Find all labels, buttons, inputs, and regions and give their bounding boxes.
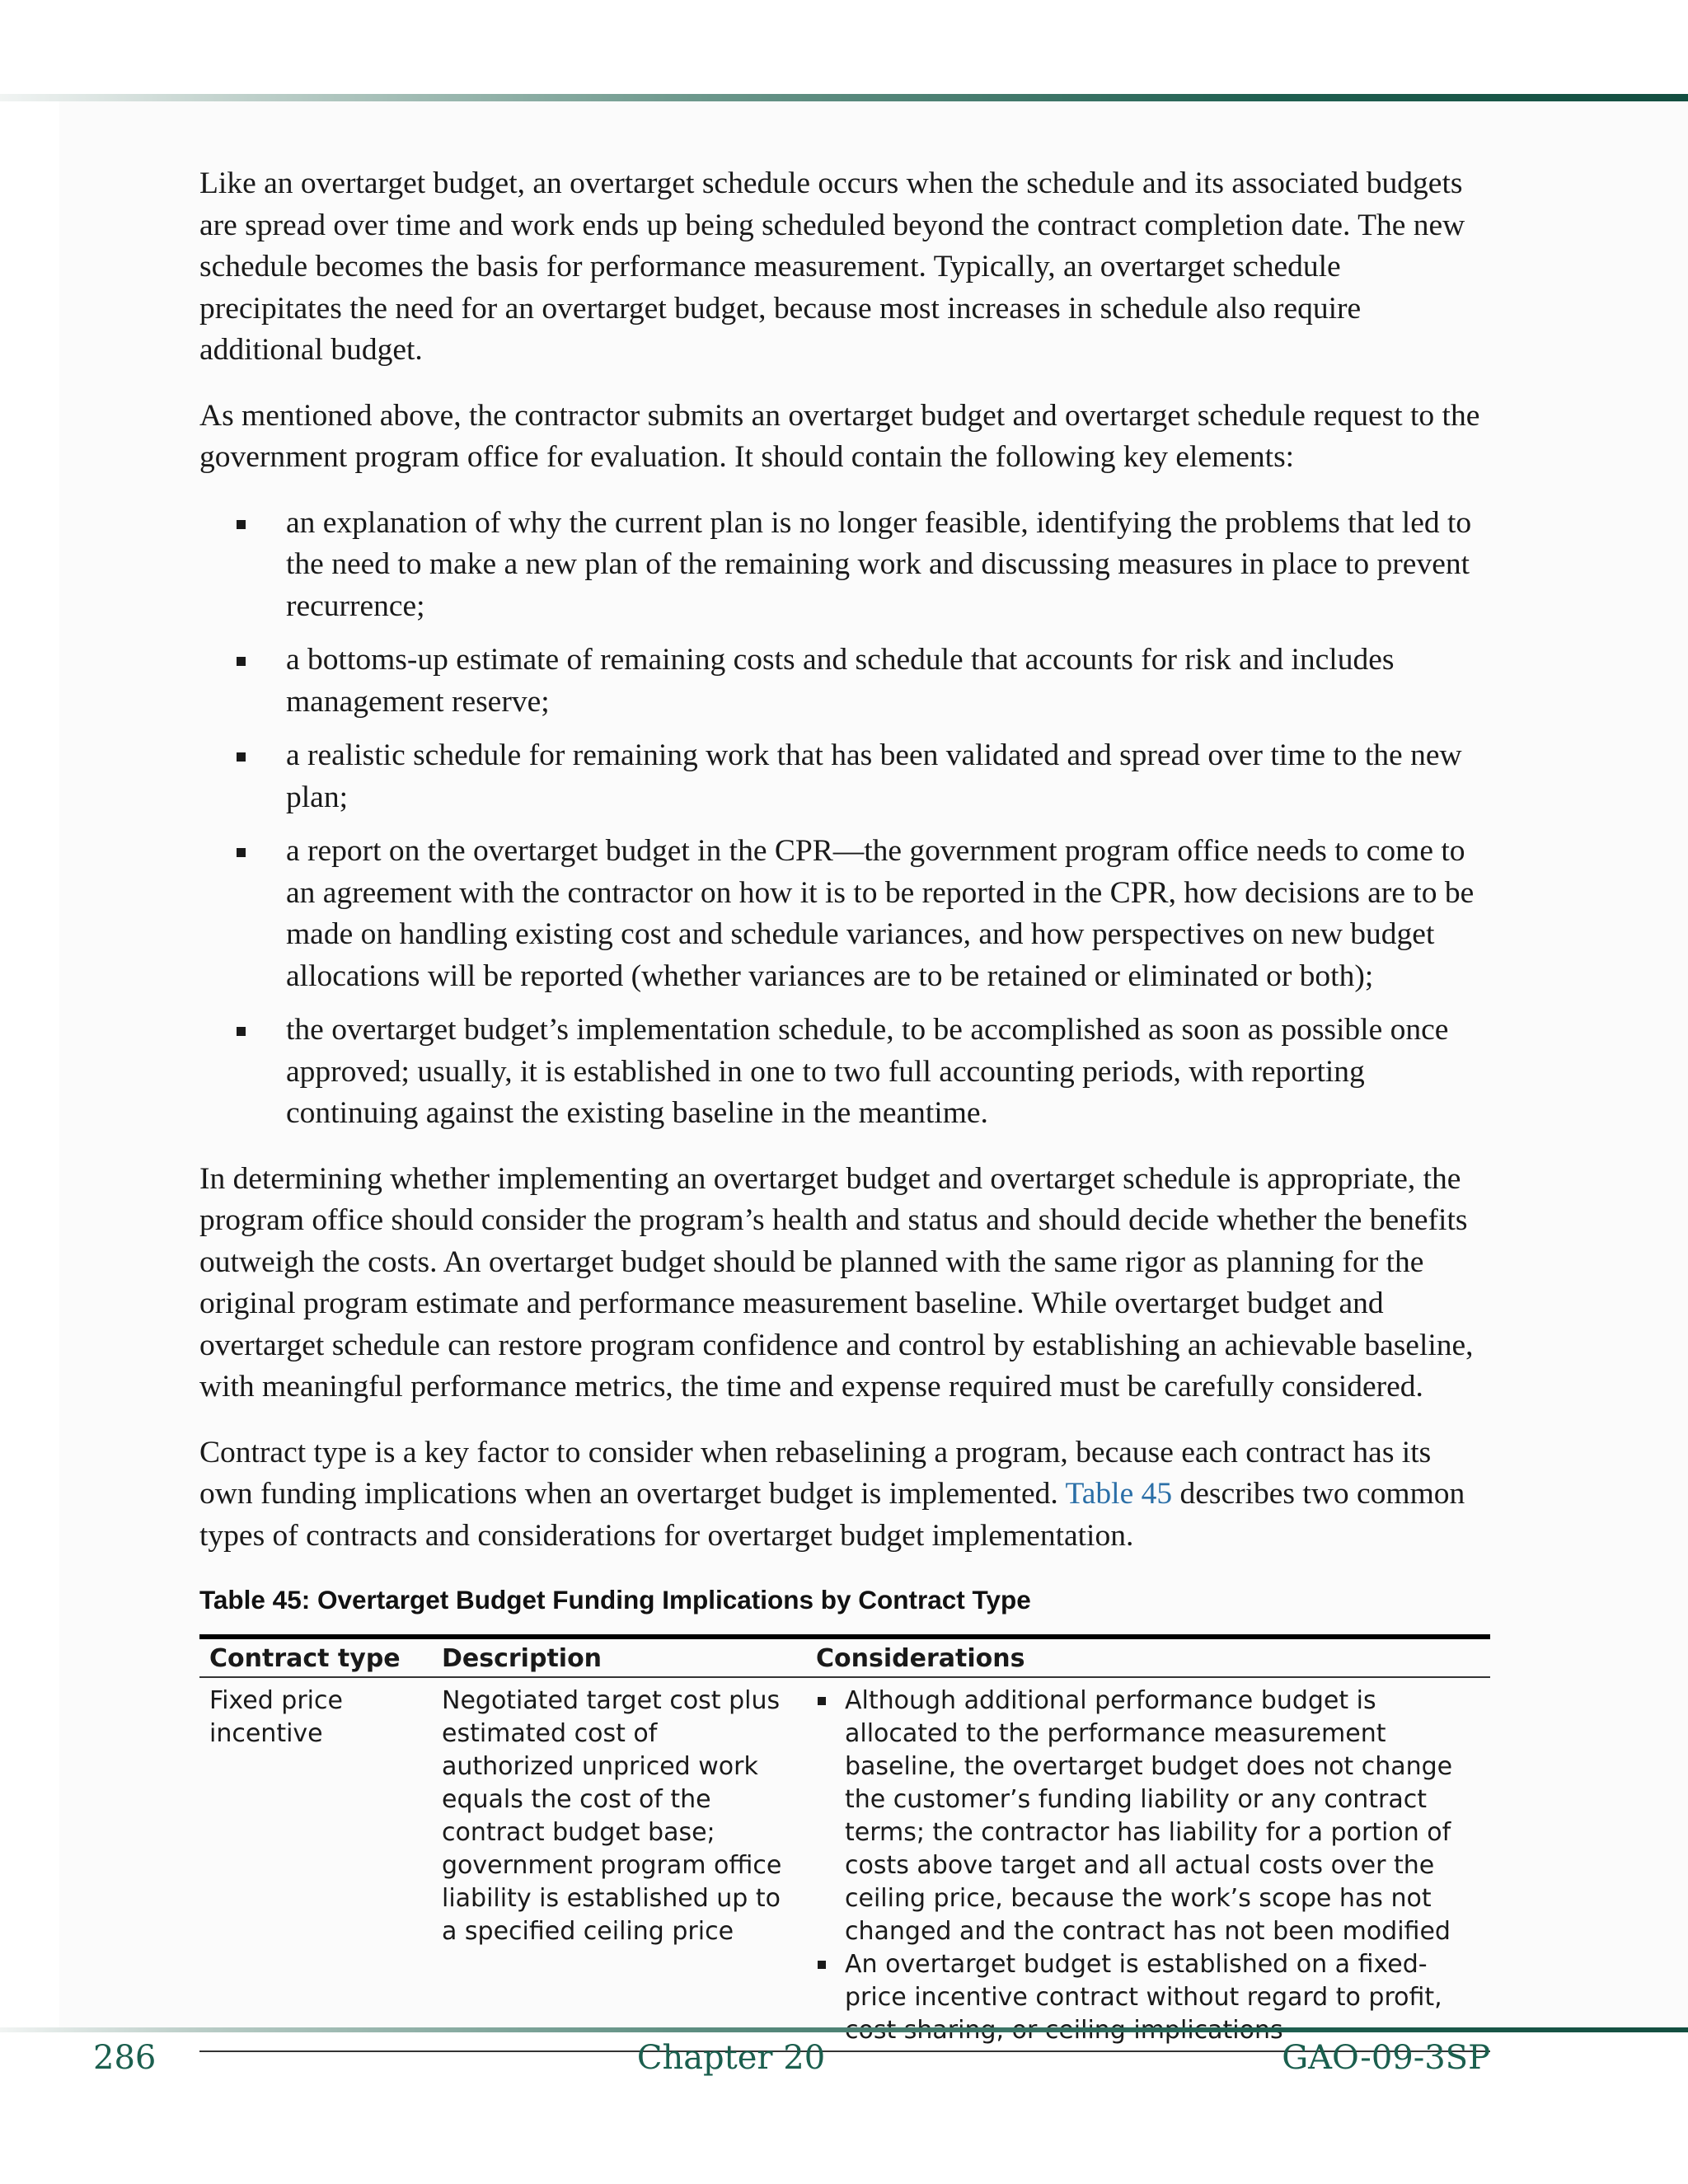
square-bullet-icon xyxy=(818,1961,826,1969)
page-number: 286 xyxy=(93,2039,157,2077)
table-45-link[interactable]: Table 45 xyxy=(1065,1477,1173,1511)
considerations-cell xyxy=(806,1677,1490,2051)
list-item: a realistic schedule for remaining work that has been validated and spread over time to the new plan; xyxy=(199,735,1490,818)
list-item: a report on the overtarget budget in the CPR—the government program office needs to come to an agreement with the contractor on how it is to be reported in the CPR, how decisions are to be made on handling existing cost and schedule variances, and how perspectives on new budget allocations will be reported (whether variances are to be retained or eliminated or both); xyxy=(199,831,1490,997)
list-item: an explanation of why the current plan is no longer feasible, identifying the problems that led to the need to make a new plan of the remaining work and discussing measures in place to prevent recurrence; xyxy=(199,503,1490,628)
column-header: Considerations xyxy=(806,1637,1490,1677)
page-content xyxy=(199,163,1490,2052)
considerations-list xyxy=(816,1685,1480,2047)
list-item: An overtarget budget is established on a fixed-price incentive contract without regard to profit, xyxy=(816,1948,1480,2047)
list-item: a bottoms-up estimate of remaining costs and schedule that accounts for risk and includes management reserve; xyxy=(199,640,1490,723)
list-item: the overtarget budget’s implementation schedule, to be accomplished as soon as possible once approved; usually, it is established in one to two full accounting periods, with reporting continuing against the existing baseline in the meantime. xyxy=(199,1010,1490,1135)
square-bullet-icon xyxy=(237,520,246,529)
table-row xyxy=(199,1677,1490,2051)
square-bullet-icon xyxy=(237,848,246,857)
header-rule xyxy=(0,94,1688,101)
paragraph-request-elements: As mentioned above, the contractor submits an overtarget budget and overtarget schedule request to the government program office for evaluation. It should contain the following key elements: xyxy=(199,398,1480,474)
contract-type-cell: Fixed price incentive xyxy=(209,1686,343,1748)
footer-rule xyxy=(0,2027,1688,2032)
square-bullet-icon xyxy=(237,752,246,762)
square-bullet-icon xyxy=(818,1697,826,1705)
square-bullet-icon xyxy=(237,1027,246,1036)
key-elements-list xyxy=(199,503,1490,1135)
report-id: GAO-09-3SP xyxy=(1282,2039,1490,2077)
column-header: Contract type xyxy=(199,1637,432,1677)
square-bullet-icon xyxy=(237,657,246,666)
paragraph-overtarget-schedule: Like an overtarget budget, an overtarget schedule occurs when the schedule and its associated budgets are spread over time and work ends up being scheduled beyond the contract completion date. The new schedule becomes the basis for performance measurement. Typically, an overtarget schedule precipitates the need for an overtarget budget, because most increases in schedule also require additional budget. xyxy=(199,166,1465,367)
table-header-row xyxy=(199,1637,1490,1677)
chapter-label: Chapter 20 xyxy=(636,2039,826,2077)
description-cell: Negotiated target cost plus estimated cost of authorized unpriced work equals the cost of the contract budget base; government program office liability is established up to a specified ceiling price xyxy=(442,1686,782,1946)
table-title: Table 45: Overtarget Budget Funding Implications by Contract Type xyxy=(199,1585,1031,1615)
funding-implications-table xyxy=(199,1634,1490,2052)
list-item: Although additional performance budget is allocated to the performance measurement baseline, the overtarget budget does not change the customer’s funding liability or any contract terms; the contractor has liability for a portion of costs above target and all actual costs over the ceiling price, because the work’s scope has not changed and the contract has not been modified xyxy=(816,1685,1480,1948)
paragraph-determining: In determining whether implementing an overtarget budget and overtarget schedule is appropriate, the program office should consider the program’s health and status and should decide whether the benefits outweigh the costs. An overtarget budget should be planned with the same rigor as planning for the original program estimate and performance measurement baseline. While overtarget budget and overtarget schedule can restore program confidence and control by establishing an achievable baseline, with meaningful performance metrics, the time and expense required must be carefully considered. xyxy=(199,1161,1474,1404)
column-header: Description xyxy=(432,1637,806,1677)
paragraph-contract-type: Contract type is a key factor to consider when rebaselining a program, because each contract has its own funding implications when an overtarget budget is implemented. Table 45 describes two common types of contracts and considerations for overtarget budget implementation. xyxy=(199,1435,1465,1553)
